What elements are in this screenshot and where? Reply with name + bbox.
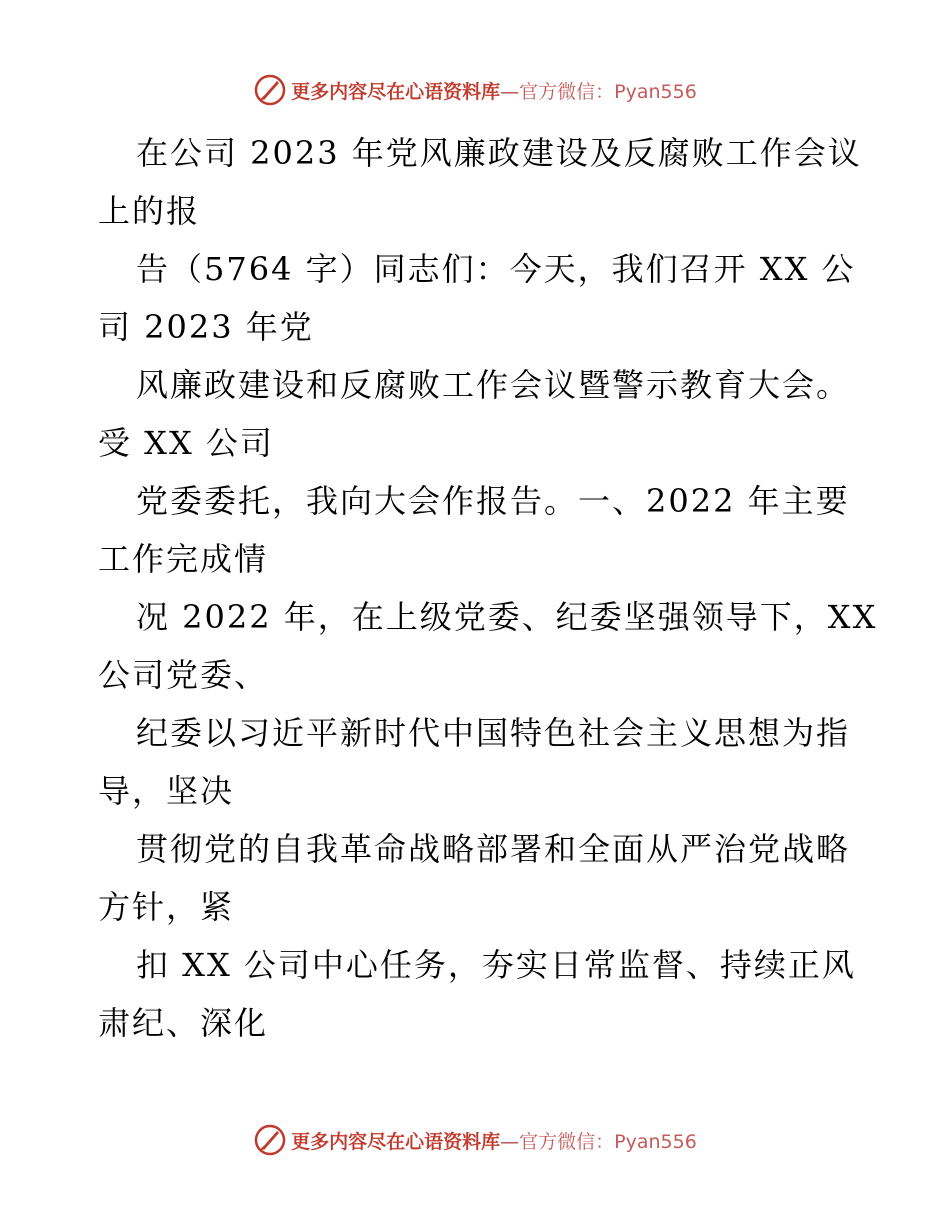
text-line: 方针，紧 (98, 888, 235, 926)
text-line: 纪委以习近平新时代中国特色社会主义思想为指 (136, 714, 851, 752)
text-line: 告（5764 字）同志们：今天，我们召开 XX 公 (136, 250, 856, 288)
text-line: 公司党委、 (98, 656, 269, 694)
watermark-text: 更多内容尽在心语资料库—官方微信：Pyan556 (291, 1130, 697, 1153)
text-line: 贯彻党的自我革命战略部署和全面从严治党战略 (136, 830, 851, 868)
text-line: 风廉政建设和反腐败工作会议暨警示教育大会。 (136, 366, 851, 404)
header-watermark (0, 70, 950, 110)
text-line: 肃纪、深化 (98, 1004, 269, 1042)
document-body (98, 124, 878, 1052)
text-line: 况 2022 年，在上级党委、纪委坚强领导下，XX (136, 598, 878, 636)
quill-pen-icon (253, 73, 287, 107)
text-line: 受 XX 公司 (98, 424, 274, 462)
text-line: 在公司 2023 年党风廉政建设及反腐败工作会议 (136, 134, 862, 172)
text-line: 导，坚决 (98, 772, 235, 810)
quill-pen-icon (253, 1123, 287, 1157)
text-line: 扣 XX 公司中心任务，夯实日常监督、持续正风 (136, 946, 856, 984)
text-line: 党委委托，我向大会作报告。一、2022 年主要 (136, 482, 850, 520)
watermark-text: 更多内容尽在心语资料库—官方微信：Pyan556 (291, 80, 697, 103)
footer-watermark (0, 1120, 950, 1160)
text-line: 工作完成情 (98, 540, 269, 578)
text-line: 上的报 (98, 192, 201, 230)
text-line: 司 2023 年党 (98, 308, 314, 346)
